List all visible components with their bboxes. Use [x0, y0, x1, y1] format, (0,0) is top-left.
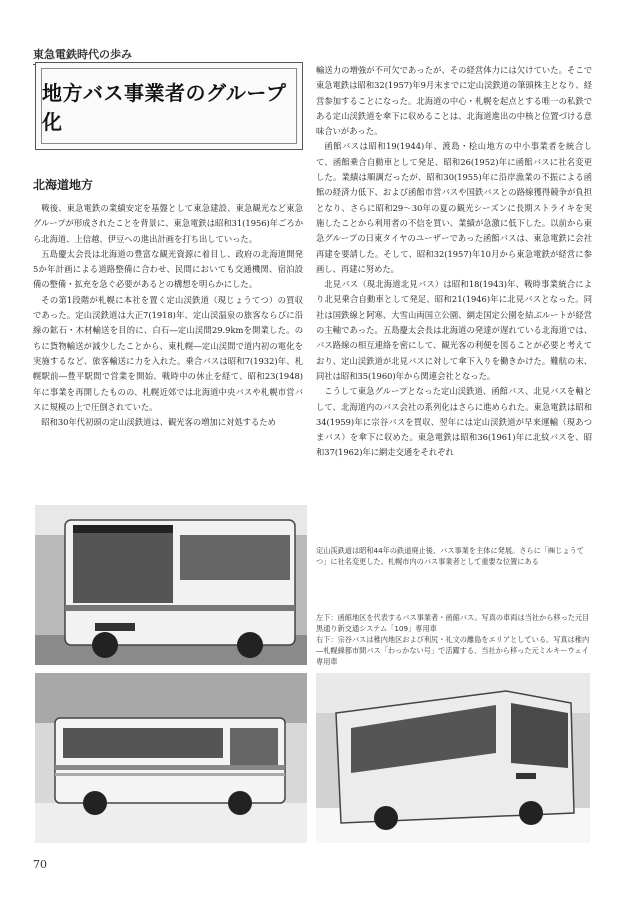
article-title: 地方バス事業者のグループ化 [42, 81, 287, 134]
photo-soya-coach [316, 673, 590, 843]
page-number: 70 [33, 858, 47, 871]
title-inner-frame [41, 68, 297, 144]
right-paragraph-1: 輸送力の増強が不可欠であったが、その経営体力には欠けていた。そこで東急電鉄は昭和32(1957)年9月末までに定山渓鉄道の筆頭株主となり、経営参加することになった。北海道の中心・札幌を起点とする唯一の私鉄である定山渓鉄道を傘下に収めることは、北海道進出の中核と位置づける意味合いがあった。 [316, 65, 592, 137]
left-paragraph-4: 昭和30年代初頭の定山渓鉄道は、観光客の増加に対処するため [41, 417, 276, 428]
right-paragraph-4: こうして東急グループとなった定山渓鉄道、函館バス、北見バスを軸として、北海道内のバス会社の系列化はさらに進められた。東急電鉄は昭和34(1959)年に宗谷バスを買収、翌年には定山渓鉄道が早来運輸（現あつまバス）を傘下に収めた。東急電鉄は昭和36(1961)年に北紋バスを、昭和37(1962)年に網走交通をそれぞれ [316, 386, 592, 458]
series-header: 東急電鉄時代の歩み [33, 46, 303, 65]
photo-jotetsu-bus [35, 505, 307, 665]
right-column [316, 63, 592, 461]
right-paragraph-3: 北見バス（現北海道北見バス）は昭和18(1943)年、戦時事業統合により北見乗合自動車として発足、昭和21(1946)年に北見バスとなった。同社は国鉄線と阿寒、大雪山両国立公園、網走国定公園を結ぶルートが経営の主軸であった。五島慶太会長は北海道の発達が遅れている北海道では、バス路線の相互連絡を密にして、観光客の利便を図ることが必要と考えており、定山渓鉄道が北見バスに対して傘下入りを働きかけた。難航の末、同社は昭和35(1960)年から関連会社となった。 [316, 279, 592, 381]
photo-hakodate-bus [35, 673, 307, 843]
section-heading: 北海道地方 [33, 178, 94, 192]
left-paragraph-2: 五島慶太会長は北海道の豊富な観光資源に着目し、政府の北海道開発5か年計画による道路整備に合わせ、民間においても交通機関、宿泊設備の整備・拡充を急ぐ必要があるとの構想を明らかにした。 [33, 248, 303, 290]
left-column [33, 201, 303, 430]
right-paragraph-2: 函館バスは昭和19(1944)年、渡島・桧山地方の中小事業者を統合して、函館乗合自動車として発足、昭和26(1952)年に函館バスに社名変更した。業績は順調だったが、昭和30(1955)年に沿岸漁業の不振による函館の経済力低下、および函館市営バスや国鉄バスとの路線獲得競争が負担となり、さらに昭和29～30年の夏の観光シーズンに長期ストライキを実施したことから利用者の不信を買い、業績が急激に低下した。以前から東急グループの日東タイヤのユーザーであった函館バスは、東急電鉄に会社再建を要請した。そして、昭和32(1957)年10月から東急電鉄が経営に参画し、再建に努めた。 [316, 141, 592, 274]
title-box [35, 62, 303, 150]
caption-bottom-left: 左下：函館地区を代表するバス事業者・函館バス。写真の車両は当社から移った元目黒通り新交通システム「109」専用車 [316, 613, 590, 633]
caption-top-photo: 定山渓鉄道は昭和44年の鉄道廃止後、バス事業を主体に発展。さらに「㈱じょうてつ」に社名変更した。札幌市内のバス事業者として重要な位置にある [316, 546, 584, 566]
left-paragraph-1: 戦後、東急電鉄の業績安定を基盤として東急建設、東急観光など東急グループが形成されたことを背景に、東急電鉄は昭和31(1956)年ごろから北海道、上信越、伊豆への進出計画を打ち出していった。 [33, 203, 303, 244]
caption-bottom-right: 右下：宗谷バスは稚内地区および利尻・礼文の離島をエリアとしている。写真は稚内―札幌線都市間バス「わっかない号」で活躍する、当社から移った元ミルキーウェイ専用車 [316, 635, 590, 666]
left-paragraph-3: その第1段階が札幌に本社を置く定山渓鉄道（現じょうてつ）の買収であった。定山渓鉄道は大正7(1918)年、定山渓温泉の旅客ならびに沿線の鉱石・木材輸送を目的に、白石―定山渓間29.9kmを開業した。のちに貨物輸送が減少したことから、東札幌―定山渓間で道内初の電化を実施するなど、旅客輸送に力を入れた。乗合バスは昭和7(1932)年、札幌駅前―豊平駅間で営業を開始、戦時中の休止を経て、昭和23(1948)年に事業を再開したものの、札幌近郊では北海道中央バスや札幌市営バスに規模の上で圧倒されていた。 [33, 294, 303, 412]
